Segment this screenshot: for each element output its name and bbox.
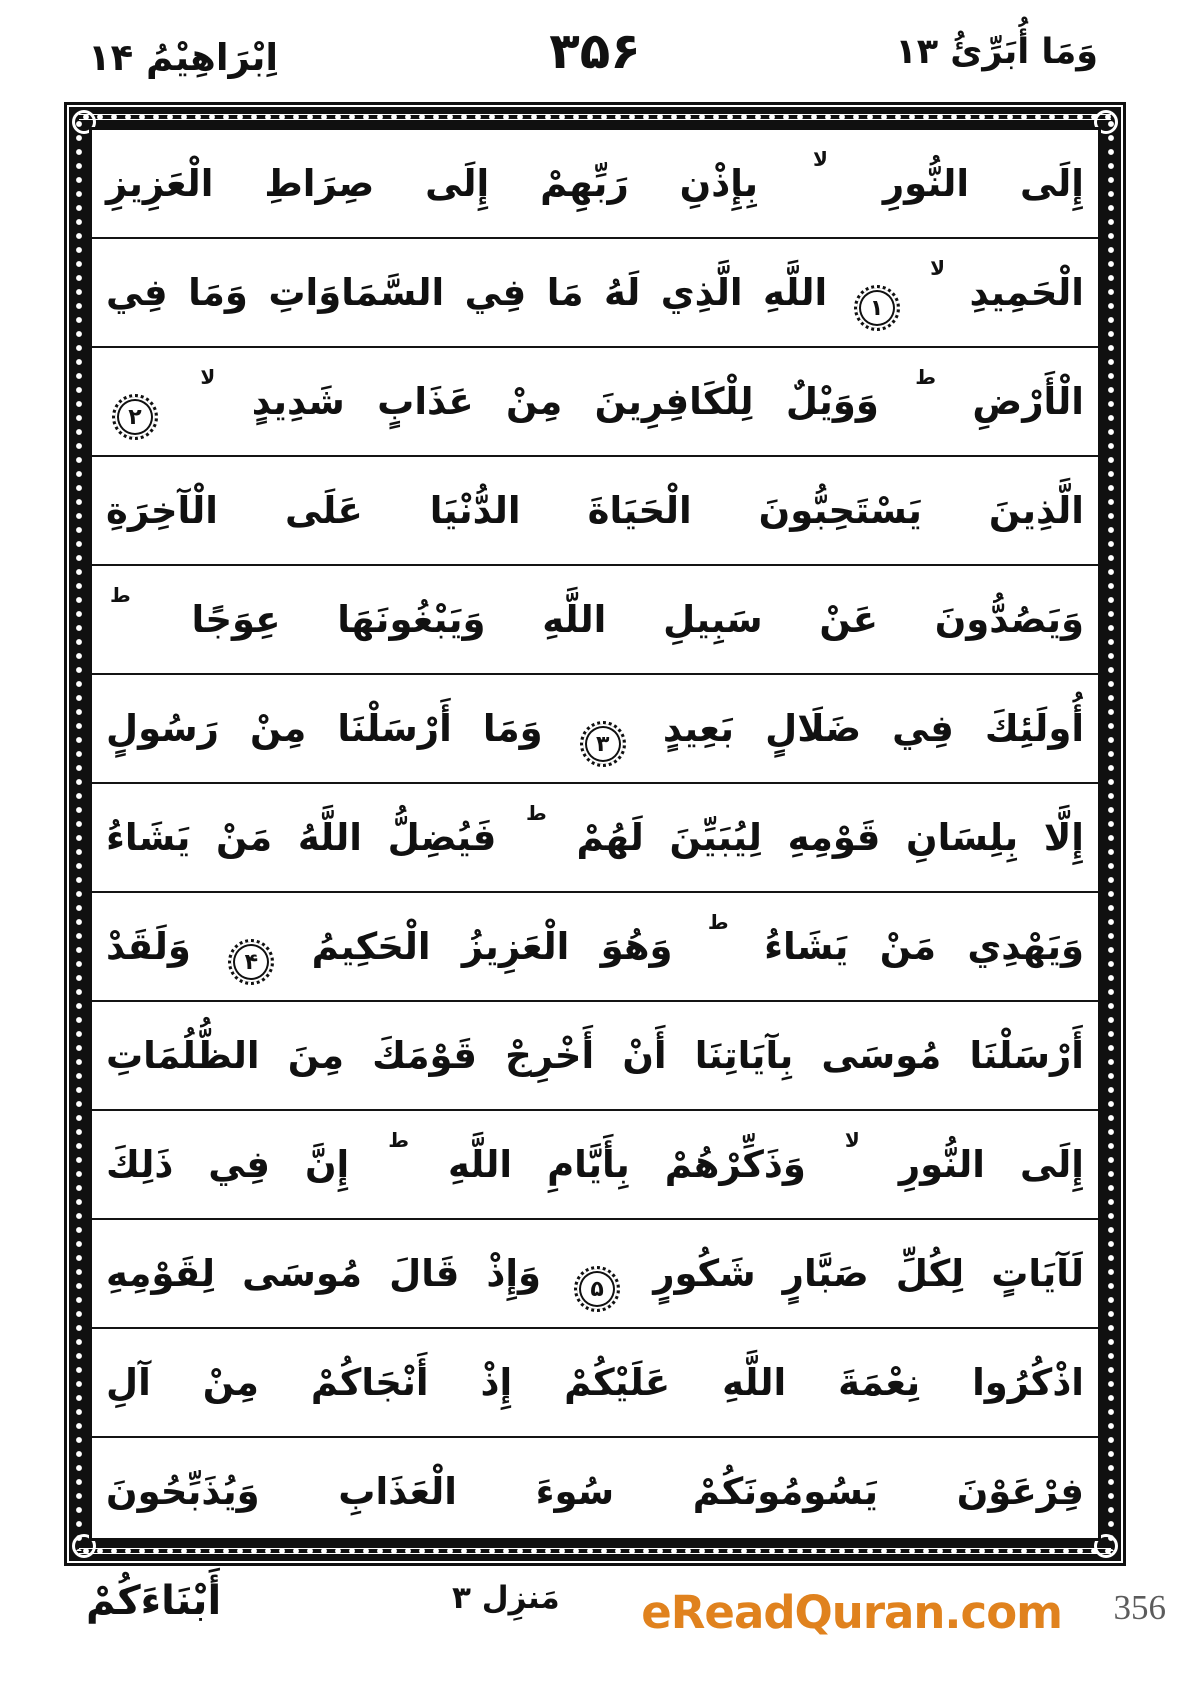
ayah-text: وَهُوَ الْعَزِيزُ الْحَكِيمُ xyxy=(311,925,673,968)
ayah-text: وَوَيْلٌ لِلْكَافِرِينَ مِنْ عَذَابٍ شَدِيدٍ xyxy=(251,380,879,423)
verse-marker: ۴ xyxy=(228,939,274,985)
ayah-text: الْحَمِيدِ xyxy=(969,271,1084,314)
ayah-text: أُولَئِكَ فِي ضَلَالٍ بَعِيدٍ xyxy=(662,707,1085,750)
ayah-text: وَإِذْ قَالَ مُوسَى لِقَوْمِهِ xyxy=(106,1252,542,1295)
ayah-text: إِنَّ فِي ذَلِكَ xyxy=(106,1143,350,1186)
border-ornament-top xyxy=(79,112,1111,122)
quran-frame xyxy=(64,102,1126,1566)
verse-marker: ۳ xyxy=(580,721,626,767)
ayah-text: فَيُضِلُّ اللَّهُ مَنْ يَشَاءُ xyxy=(106,816,497,859)
ayah-text: الَّذِينَ يَسْتَحِبُّونَ الْحَيَاةَ الدُّنْيَا عَلَى الْآخِرَةِ xyxy=(106,489,1084,532)
quran-line-13 xyxy=(92,1438,1098,1541)
quran-line-10 xyxy=(92,1111,1098,1220)
quran-line-12 xyxy=(92,1329,1098,1438)
quran-line-4 xyxy=(92,457,1098,566)
border-ornament-left xyxy=(74,117,84,1551)
quran-line-7 xyxy=(92,784,1098,893)
quran-line-5 xyxy=(92,566,1098,675)
ayah-text: وَيَصُدُّونَ عَنْ سَبِيلِ اللَّهِ وَيَبْغُونَهَا عِوَجًا xyxy=(191,598,1084,641)
waqf-sign: ط xyxy=(915,365,937,389)
verse-marker: ۲ xyxy=(112,394,158,440)
quran-line-1 xyxy=(92,130,1098,239)
ayah-text: وَلَقَدْ xyxy=(106,925,191,968)
decorative-border-band xyxy=(69,107,1121,1561)
border-ornament-right xyxy=(1106,117,1116,1551)
page-number: 356 xyxy=(1113,1588,1166,1627)
ayah-text: إِلَى النُّورِ xyxy=(882,162,1084,205)
quran-line-3 xyxy=(92,348,1098,457)
ayah-text: وَذَكِّرْهُمْ بِأَيَّامِ اللَّهِ xyxy=(447,1143,806,1186)
quran-line-6 xyxy=(92,675,1098,784)
ayah-text: الْأَرْضِ xyxy=(972,380,1084,423)
quran-text-block xyxy=(89,127,1101,1541)
ayah-text: أَرْسَلْنَا مُوسَى بِآيَاتِنَا أَنْ أَخْرِجْ قَوْمَكَ مِنَ الظُّلُمَاتِ xyxy=(106,1034,1084,1077)
waqf-sign: لا xyxy=(844,1128,860,1152)
border-ornament-bottom xyxy=(79,1546,1111,1556)
verse-marker: ۵ xyxy=(574,1266,620,1312)
manzil-label: مَنزِل ۳ xyxy=(452,1580,560,1616)
ayah-text: اذْكُرُوا نِعْمَةَ اللَّهِ عَلَيْكُمْ إِذْ أَنْجَاكُمْ مِنْ آلِ xyxy=(106,1361,1084,1404)
ayah-text: بِإِذْنِ رَبِّهِمْ إِلَى صِرَاطِ الْعَزِيزِ xyxy=(106,162,759,205)
waqf-sign: لا xyxy=(200,365,216,389)
waqf-sign: لا xyxy=(813,147,828,171)
verse-marker: ۱ xyxy=(854,285,900,331)
surah-name: اِبْرَاهِيْمُ ۱۴ xyxy=(88,36,279,79)
page-number-arabic: ۳۵۶ xyxy=(549,22,641,80)
ayah-text: اللَّهِ الَّذِي لَهُ مَا فِي السَّمَاوَاتِ وَمَا فِي xyxy=(106,271,828,314)
ayah-text: لَآيَاتٍ لِكُلِّ صَبَّارٍ شَكُورٍ xyxy=(653,1252,1084,1295)
ayah-text: فِرْعَوْنَ يَسُومُونَكُمْ سُوءَ الْعَذَابِ وَيُذَبِّحُونَ xyxy=(106,1470,1084,1513)
quran-line-9 xyxy=(92,1002,1098,1111)
quran-line-8 xyxy=(92,893,1098,1002)
waqf-sign: ط xyxy=(388,1128,409,1152)
waqf-sign: لا xyxy=(930,256,945,280)
quran-line-2 xyxy=(92,239,1098,348)
waqf-sign: ط xyxy=(526,801,547,825)
ayah-text: إِلَى النُّورِ xyxy=(898,1143,1084,1186)
watermark-ereadquran: eReadQuran.com xyxy=(641,1586,1062,1639)
ayah-text: وَمَا أَرْسَلْنَا مِنْ رَسُولٍ xyxy=(106,707,543,750)
juz-marker: وَمَا أُبَرِّئُ ۱۳ xyxy=(895,32,1098,72)
quran-line-11 xyxy=(92,1220,1098,1329)
ayah-text: إِلَّا بِلِسَانِ قَوْمِهِ لِيُبَيِّنَ لَهُمْ xyxy=(576,816,1084,859)
waqf-sign: ط xyxy=(707,910,729,934)
catchword-next-page: أَبْنَاءَكُمْ xyxy=(86,1578,222,1624)
ayah-text: وَيَهْدِي مَنْ يَشَاءُ xyxy=(764,925,1084,968)
waqf-sign: ط xyxy=(110,583,131,607)
